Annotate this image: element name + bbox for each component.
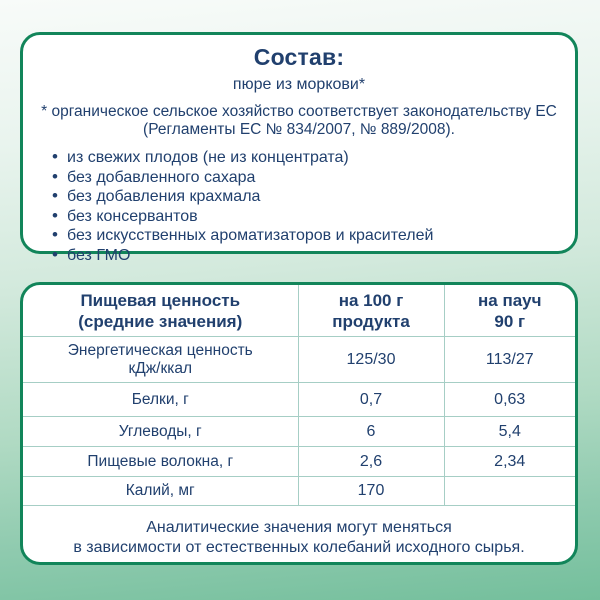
nutrition-panel — [20, 282, 578, 565]
composition-panel — [20, 32, 578, 264]
organic-footnote-line-1: * органическое сельское хозяйство соответствует законодательству ЕС — [41, 103, 557, 120]
table-row-protein — [23, 383, 575, 417]
bullet-item: • без добавленного сахара — [67, 168, 559, 188]
header-nutrition-facts-line-1: Пищевая ценность — [80, 290, 241, 310]
bullet-item: • без добавления крахмала — [67, 187, 559, 207]
row-label: Белки, г — [23, 383, 298, 417]
composition-title: Состав: — [253, 44, 345, 70]
value-per-pouch: 113/27 — [444, 337, 575, 383]
row-label: Калий, мг — [23, 477, 298, 506]
bullet-item: • без консервантов — [67, 207, 559, 227]
analytical-note — [23, 518, 575, 558]
header-per-100g — [298, 285, 444, 337]
value-per-pouch: 0,63 — [444, 383, 575, 417]
bullet-item: • без ГМО — [67, 246, 559, 266]
composition-subtitle: пюре из моркови* — [232, 76, 366, 93]
nutrition-table — [23, 285, 575, 506]
row-label-line-1: Энергетическая ценность — [67, 341, 253, 359]
value-per-pouch: 2,34 — [444, 447, 575, 477]
header-per-pouch-line-1: на пауч — [478, 290, 542, 310]
table-row-fiber — [23, 447, 575, 477]
organic-footnote-line-2: (Регламенты ЕС № 834/2007, № 889/2008). — [143, 121, 455, 138]
organic-footnote — [23, 103, 575, 139]
row-label — [23, 337, 298, 383]
header-nutrition-facts — [23, 285, 298, 337]
row-label-line-2: кДж/ккал — [128, 359, 193, 377]
table-row-potassium — [23, 477, 575, 506]
value-per-100g: 2,6 — [298, 447, 444, 477]
bullet-list — [23, 148, 575, 265]
row-label: Пищевые волокна, г — [23, 447, 298, 477]
bullet-item: • без искусственных ароматизаторов и красителей — [67, 226, 559, 246]
analytical-note-line-1: Аналитические значения могут меняться — [146, 519, 452, 536]
analytical-note-line-2: в зависимости от естественных колебаний исходного сырья. — [73, 539, 525, 556]
value-per-100g: 6 — [298, 417, 444, 447]
value-per-pouch — [444, 477, 575, 506]
nutrition-header-row — [23, 285, 575, 337]
value-per-pouch: 5,4 — [444, 417, 575, 447]
table-row-energy — [23, 337, 575, 383]
header-nutrition-facts-line-2: (средние значения) — [78, 311, 243, 331]
value-per-100g: 0,7 — [298, 383, 444, 417]
header-per-100g-line-2: продукта — [332, 311, 410, 331]
value-per-100g: 170 — [298, 477, 444, 506]
bullet-item: • из свежих плодов (не из концентрата) — [67, 148, 559, 168]
header-per-pouch — [444, 285, 575, 337]
table-row-carbs — [23, 417, 575, 447]
value-per-100g: 125/30 — [298, 337, 444, 383]
header-per-100g-line-1: на 100 г — [338, 290, 404, 310]
row-label: Углеводы, г — [23, 417, 298, 447]
header-per-pouch-line-2: 90 г — [494, 311, 526, 331]
